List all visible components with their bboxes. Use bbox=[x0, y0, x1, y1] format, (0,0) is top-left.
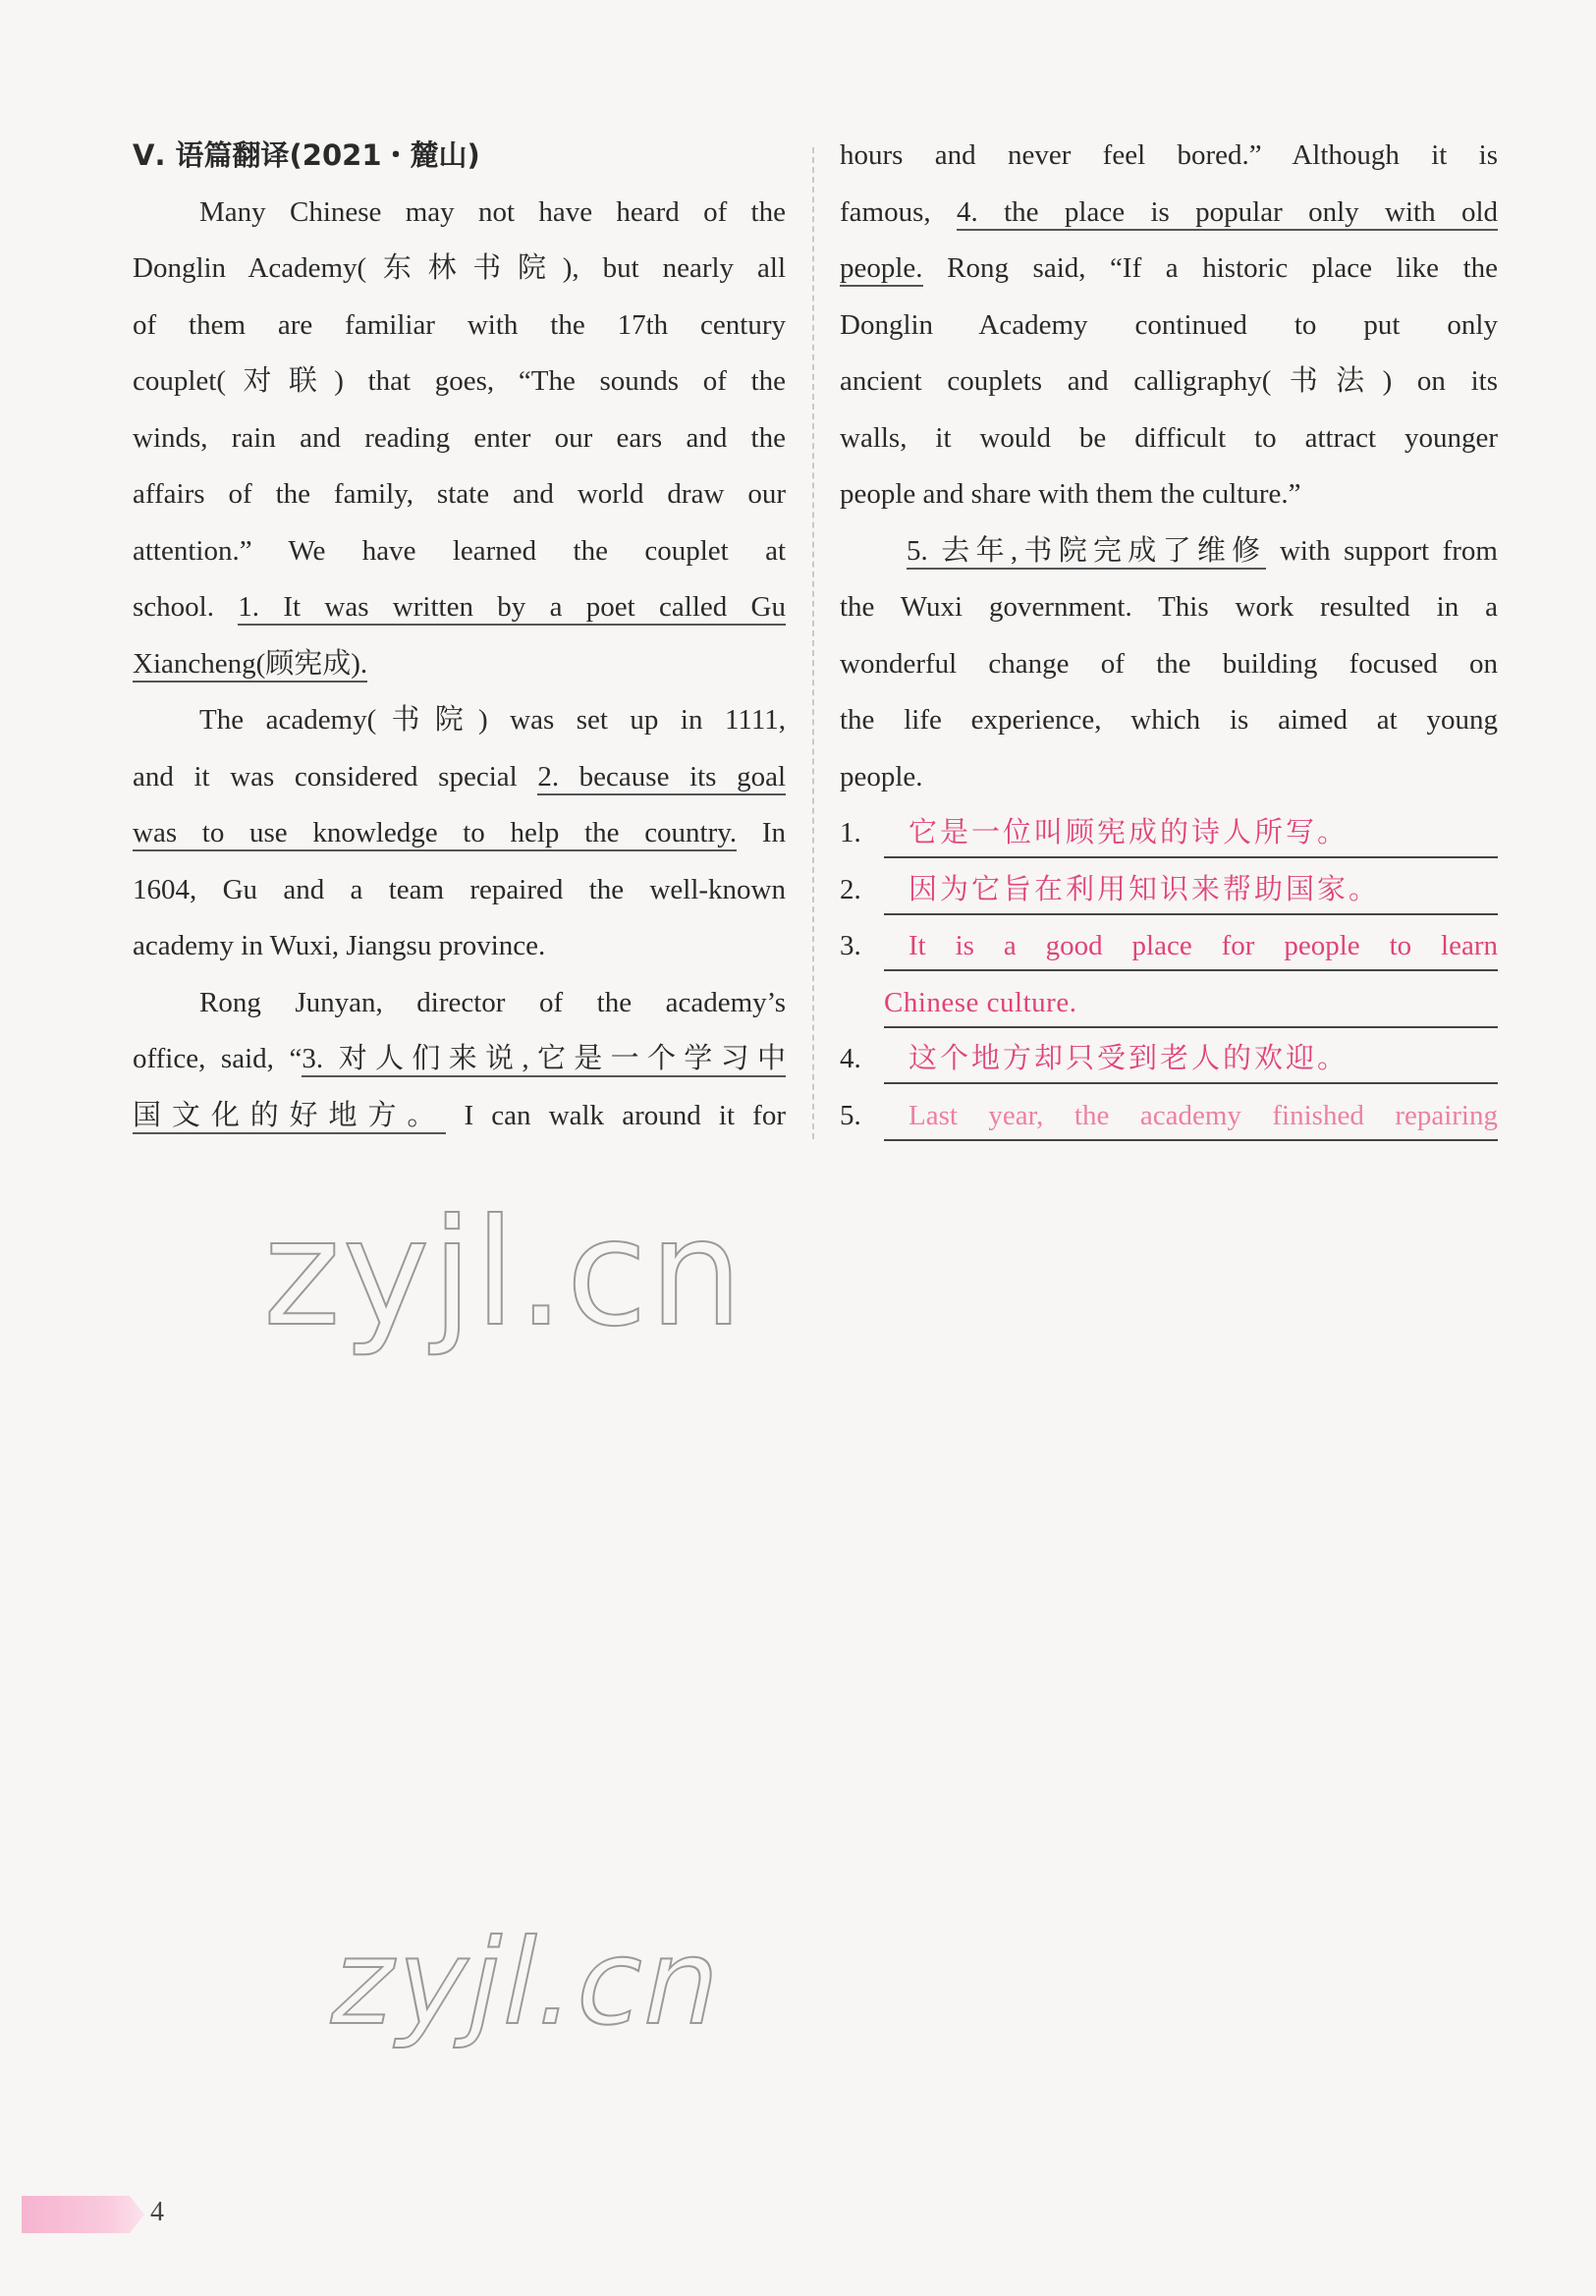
passage-line: couplet(对联) that goes, “The sounds of the bbox=[133, 365, 786, 397]
passage-line: people. Rong said, “If a historic place like the bbox=[840, 241, 1498, 298]
answer-number: 1. bbox=[840, 817, 861, 848]
answer-text: 这个地方却只受到老人的欢迎。 bbox=[884, 1031, 1498, 1084]
page-number: 4 bbox=[150, 2197, 164, 2227]
passage-line: and it was considered special 2. because its goal bbox=[133, 749, 786, 806]
passage-line: school. 1. It was written by a poet called Gu bbox=[133, 579, 786, 636]
answer-row bbox=[840, 1088, 1498, 1145]
answer-text-cont: Chinese culture. bbox=[884, 975, 1498, 1028]
answer-number: 5. bbox=[840, 1099, 861, 1131]
blank-2: 2. because its goal bbox=[537, 761, 786, 795]
answer-row bbox=[840, 805, 1498, 862]
blank-1: 1. It was written by a poet called Gu bbox=[238, 591, 786, 626]
watermark: zyjl.cn bbox=[263, 1188, 745, 1359]
passage-line bbox=[133, 636, 786, 693]
answer-text: 它是一位叫顾宪成的诗人所写。 bbox=[884, 805, 1498, 858]
blank-3-cont: 国文化的好地方。 bbox=[133, 1100, 446, 1134]
passage-line: the life experience, which is aimed at young bbox=[840, 704, 1498, 736]
blank-4-cont: people. bbox=[840, 252, 923, 287]
blank-3: 3. 对人们来说,它是一个学习中 bbox=[302, 1043, 786, 1077]
passage-line: people and share with them the culture.” bbox=[840, 478, 1301, 510]
passage-line: 5. 去年,书院完成了维修 with support from bbox=[840, 523, 1498, 580]
passage-line: famous, 4. the place is popular only with old bbox=[840, 185, 1498, 242]
answer-row bbox=[840, 975, 1498, 1032]
passage-line: academy in Wuxi, Jiangsu province. bbox=[133, 930, 546, 961]
passage-line: Many Chinese may not have heard of the bbox=[199, 195, 786, 228]
answer-row bbox=[840, 918, 1498, 975]
passage-line: The academy(书院) was set up in 1111, bbox=[199, 704, 786, 736]
passage-line: walls, it would be difficult to attract younger bbox=[840, 421, 1498, 454]
passage-line: winds, rain and reading enter our ears and the bbox=[133, 421, 786, 454]
passage-right-column bbox=[840, 128, 1498, 805]
passage-line: people. bbox=[840, 760, 923, 793]
answer-number: 4. bbox=[840, 1043, 861, 1074]
page-tab-decoration bbox=[22, 2196, 144, 2233]
answer-number: 3. bbox=[840, 930, 861, 961]
passage-line: wonderful change of the building focused on bbox=[840, 647, 1498, 680]
passage-left-column bbox=[133, 128, 786, 1144]
blank-1-cont: Xiancheng(顾宪成). bbox=[133, 648, 367, 683]
passage-line: office, said, “3. 对人们来说,它是一个学习中 bbox=[133, 1031, 786, 1088]
answer-row bbox=[840, 1031, 1498, 1088]
passage-line: Donglin Academy(东林书院), but nearly all bbox=[133, 252, 786, 284]
blank-4: 4. the place is popular only with old bbox=[957, 196, 1498, 231]
passage-line: of them are familiar with the 17th century bbox=[133, 308, 786, 341]
answer-row bbox=[840, 862, 1498, 919]
answer-list bbox=[840, 805, 1498, 1144]
passage-line: attention.” We have learned the couplet at bbox=[133, 534, 786, 567]
answer-text: It is a good place for people to learn bbox=[884, 918, 1498, 971]
answer-text: 因为它旨在利用知识来帮助国家。 bbox=[884, 862, 1498, 915]
passage-line: was to use knowledge to help the country. In bbox=[133, 805, 786, 862]
section-heading: Ⅴ. 语篇翻译(2021・麓山) bbox=[133, 138, 480, 172]
answer-number: 2. bbox=[840, 873, 861, 905]
blank-2-cont: was to use knowledge to help the country. bbox=[133, 817, 737, 851]
column-divider bbox=[812, 147, 814, 1139]
passage-line: ancient couplets and calligraphy(书法) on its bbox=[840, 365, 1498, 397]
passage-line: affairs of the family, state and world draw our bbox=[133, 478, 786, 510]
blank-5: 5. 去年,书院完成了维修 bbox=[907, 535, 1266, 570]
passage-line: 1604, Gu and a team repaired the well-known bbox=[133, 873, 786, 905]
passage-line: hours and never feel bored.” Although it is bbox=[840, 139, 1498, 171]
passage-line: 国文化的好地方。 I can walk around it for bbox=[133, 1088, 786, 1145]
answer-text: Last year, the academy finished repairing bbox=[884, 1088, 1498, 1141]
passage-line: Donglin Academy continued to put only bbox=[840, 308, 1498, 341]
watermark: zyjl.cn bbox=[319, 1915, 737, 2051]
passage-line: the Wuxi government. This work resulted in a bbox=[840, 591, 1498, 623]
passage-line: Rong Junyan, director of the academy’s bbox=[199, 986, 786, 1018]
